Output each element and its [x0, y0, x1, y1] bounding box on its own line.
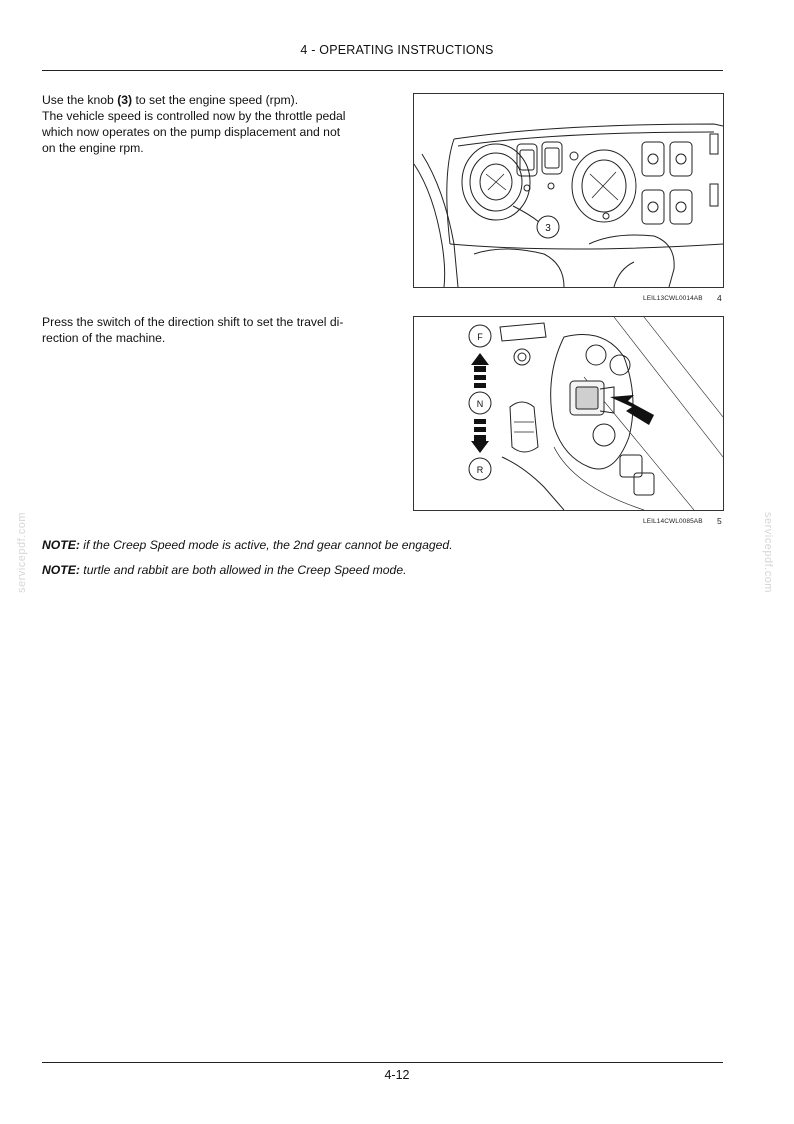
figure-5-number: 5: [717, 516, 722, 526]
figure-4-number: 4: [717, 293, 722, 303]
section1-line1-pre: Use the knob: [42, 93, 118, 107]
section1-line2: The vehicle speed is controlled now by the throttle pedal: [42, 109, 346, 123]
section1-text: [42, 92, 392, 156]
section1-line1: [42, 92, 392, 108]
neutral-label: N: [476, 399, 484, 409]
note-label: NOTE:: [42, 563, 80, 577]
section2-text: [42, 314, 392, 346]
figure-4-illustration: [414, 94, 723, 287]
figure-4-dashboard-knob: [413, 93, 724, 288]
callout-3-label: 3: [545, 223, 551, 234]
section2-line2: rection of the machine.: [42, 331, 166, 345]
section2-line1: Press the switch of the direction shift to set the travel di-: [42, 315, 344, 329]
up-arrow-icon: [471, 353, 489, 365]
knob-reference: (3): [117, 93, 133, 107]
figure-5-illustration: [414, 317, 723, 510]
note-label: NOTE:: [42, 538, 80, 552]
figure-5-id: LEIL14CWL0085AB: [643, 518, 703, 525]
watermark-left: servicepdf.com: [16, 512, 28, 593]
footer-rule: [42, 1062, 723, 1063]
page-number: 4-12: [384, 1068, 410, 1082]
section1-line4: on the engine rpm.: [42, 141, 144, 155]
section1-line1-post: to set the engine speed (rpm).: [132, 93, 299, 107]
header-rule: [42, 70, 723, 71]
page-header-title: 4 - OPERATING INSTRUCTIONS: [300, 43, 494, 57]
figure-5-direction-switch: [413, 316, 724, 511]
down-arrow-icon: [471, 441, 489, 453]
figure-4-id: LEIL13CWL0014AB: [643, 295, 703, 302]
forward-label: F: [477, 332, 483, 342]
note-text: if the Creep Speed mode is active, the 2nd gear cannot be engaged.: [79, 538, 453, 552]
note-creep-speed-gear: [42, 538, 453, 552]
reverse-label: R: [476, 465, 484, 475]
section1-line3: which now operates on the pump displacement and not: [42, 125, 341, 139]
direction-indicator: [469, 325, 491, 480]
watermark-right: servicepdf.com: [762, 512, 774, 593]
note-text: turtle and rabbit are both allowed in the Creep Speed mode.: [79, 563, 407, 577]
note-turtle-rabbit: [42, 563, 407, 577]
